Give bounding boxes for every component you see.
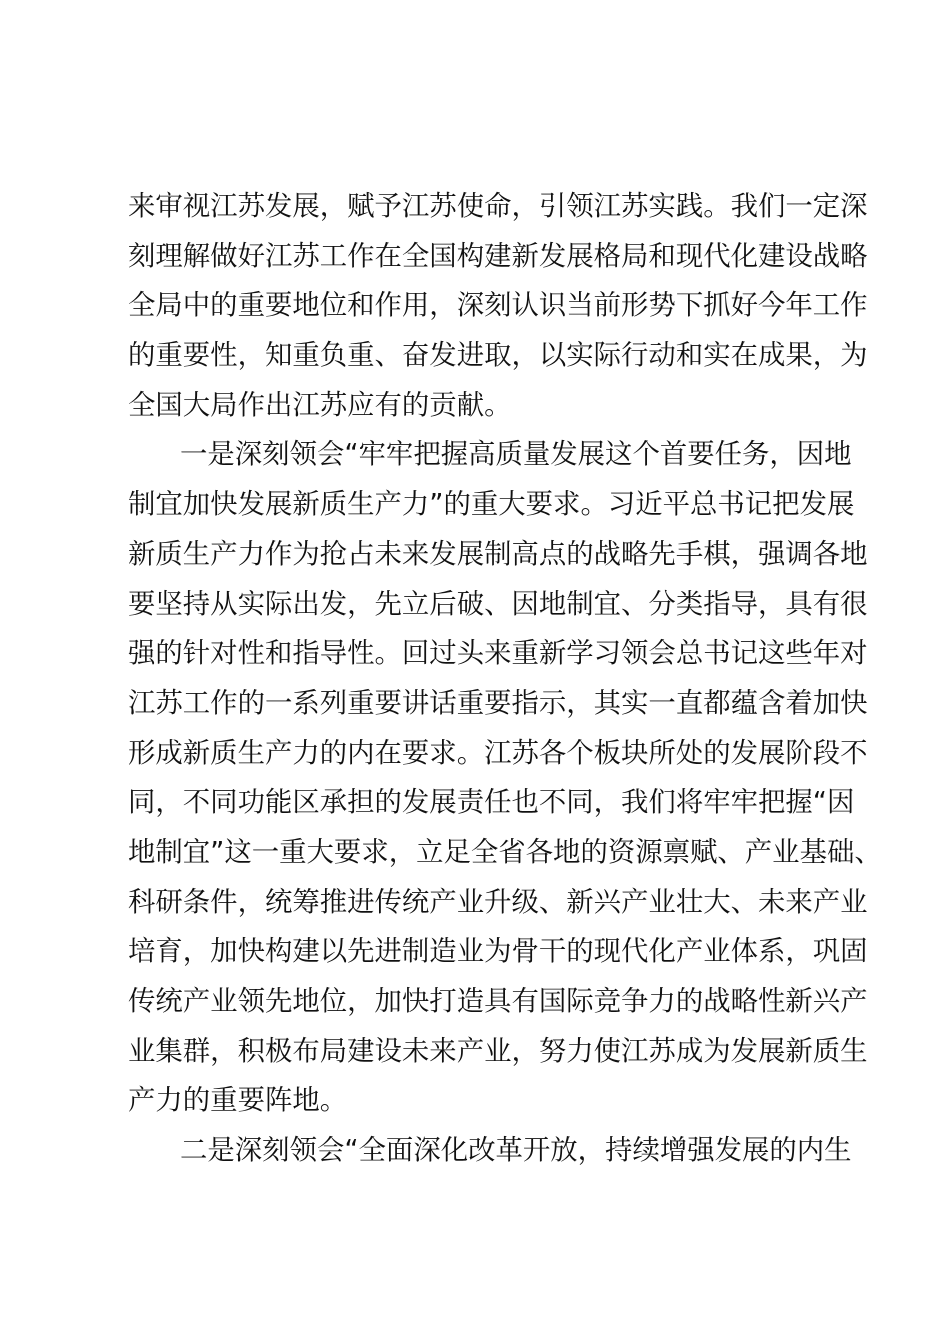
paragraph-first-line: 二是深刻领会“全面深化改革开放，持续增强发展的内生 <box>180 1135 852 1167</box>
text-line: 的重要性，知重负重、奋发进取，以实际行动和实在成果，为 <box>128 340 868 372</box>
text-line: 新质生产力作为抢占未来发展制高点的战略先手棋，强调各地 <box>128 538 868 570</box>
paragraph-first-line: 一是深刻领会“牢牢把握高质量发展这个首要任务，因地 <box>180 439 852 471</box>
text-line: 传统产业领先地位，加快打造具有国际竞争力的战略性新兴产 <box>128 986 868 1017</box>
text-line: 产力的重要阵地。 <box>128 1085 348 1117</box>
text-line: 形成新质生产力的内在要求。江苏各个板块所处的发展阶段不 <box>128 737 868 769</box>
text-line: 要坚持从实际出发，先立后破、因地制宜、分类指导，具有很 <box>128 588 868 620</box>
text-line: 强的针对性和指导性。回过头来重新学习领会总书记这些年对 <box>128 638 868 670</box>
text-line: 业集群，积极布局建设未来产业，努力使江苏成为发展新质生 <box>128 1035 868 1067</box>
text-line: 科研条件，统筹推进传统产业升级、新兴产业壮大、未来产业 <box>128 886 868 918</box>
document-body <box>128 182 882 1176</box>
text-line: 同，不同功能区承担的发展责任也不同，我们将牢牢把握“因 <box>128 787 855 819</box>
text-line: 江苏工作的一系列重要讲话重要指示，其实一直都蕴含着加快 <box>128 687 868 719</box>
text-line: 全局中的重要地位和作用，深刻认识当前形势下抓好今年工作 <box>128 290 868 322</box>
text-line: 培育，加快构建以先进制造业为骨干的现代化产业体系，巩固 <box>128 936 868 968</box>
text-line: 制宜加快发展新质生产力”的重大要求。习近平总书记把发展 <box>128 489 855 521</box>
text-line: 刻理解做好江苏工作在全国构建新发展格局和现代化建设战略 <box>128 240 868 272</box>
text-line: 地制宜”这一重大要求，立足全省各地的资源禀赋、产业基础、 <box>128 836 882 868</box>
text-line: 来审视江苏发展，赋予江苏使命，引领江苏实践。我们一定深 <box>128 191 868 222</box>
text-line: 全国大局作出江苏应有的贡献。 <box>128 389 512 421</box>
